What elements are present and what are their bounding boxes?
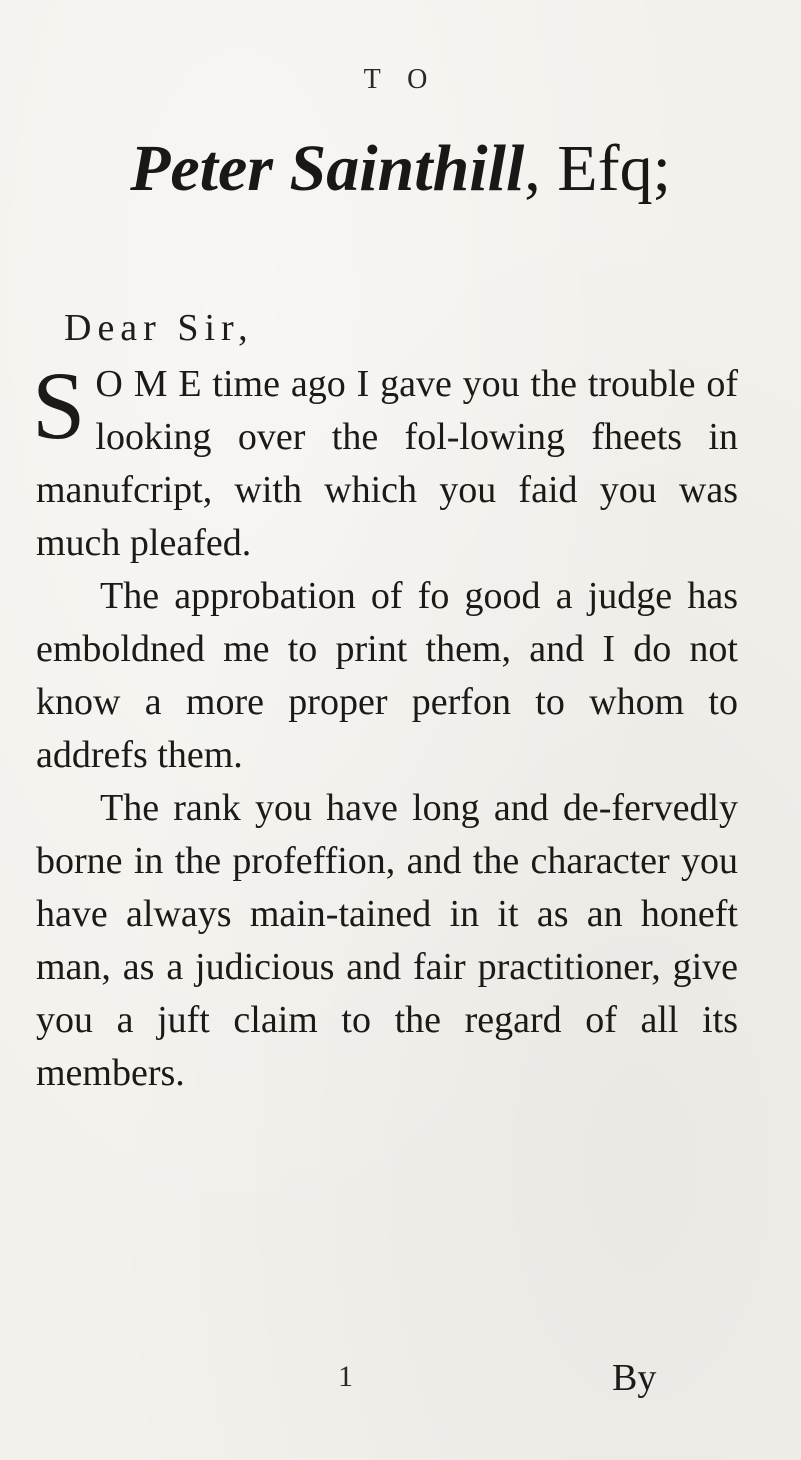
letter-body [32, 352, 738, 1100]
addressee-name: Peter Sainthill [130, 132, 525, 205]
paragraph-1 [32, 352, 738, 570]
catchword: By [612, 1357, 657, 1399]
paragraph-3: The rank you have long and de-fervedly borne in the profeffion, and the character you have always main-tained in it as an honeft man, as a judicious and fair practitioner, give you a juft claim to the regard of all its members. [36, 787, 738, 1094]
paragraph-1-text: O M E time ago I gave you the trouble of looking over the fol-lowing fheets in manufcript, with which you faid you was much pleafed. [36, 363, 738, 564]
dedication-heading: T O [363, 64, 438, 95]
signature-mark: 1 [338, 1360, 353, 1393]
paragraph-2: The approbation of fo good a judge has emboldned me to print them, and I do not know a more proper perfon to whom to addrefs them. [36, 575, 738, 776]
addressee-separator: , [524, 132, 541, 205]
addressee-title: Efq; [540, 132, 671, 205]
salutation: Dear Sir, [64, 307, 254, 349]
addressee-line [0, 132, 801, 205]
drop-cap: S [32, 352, 86, 459]
